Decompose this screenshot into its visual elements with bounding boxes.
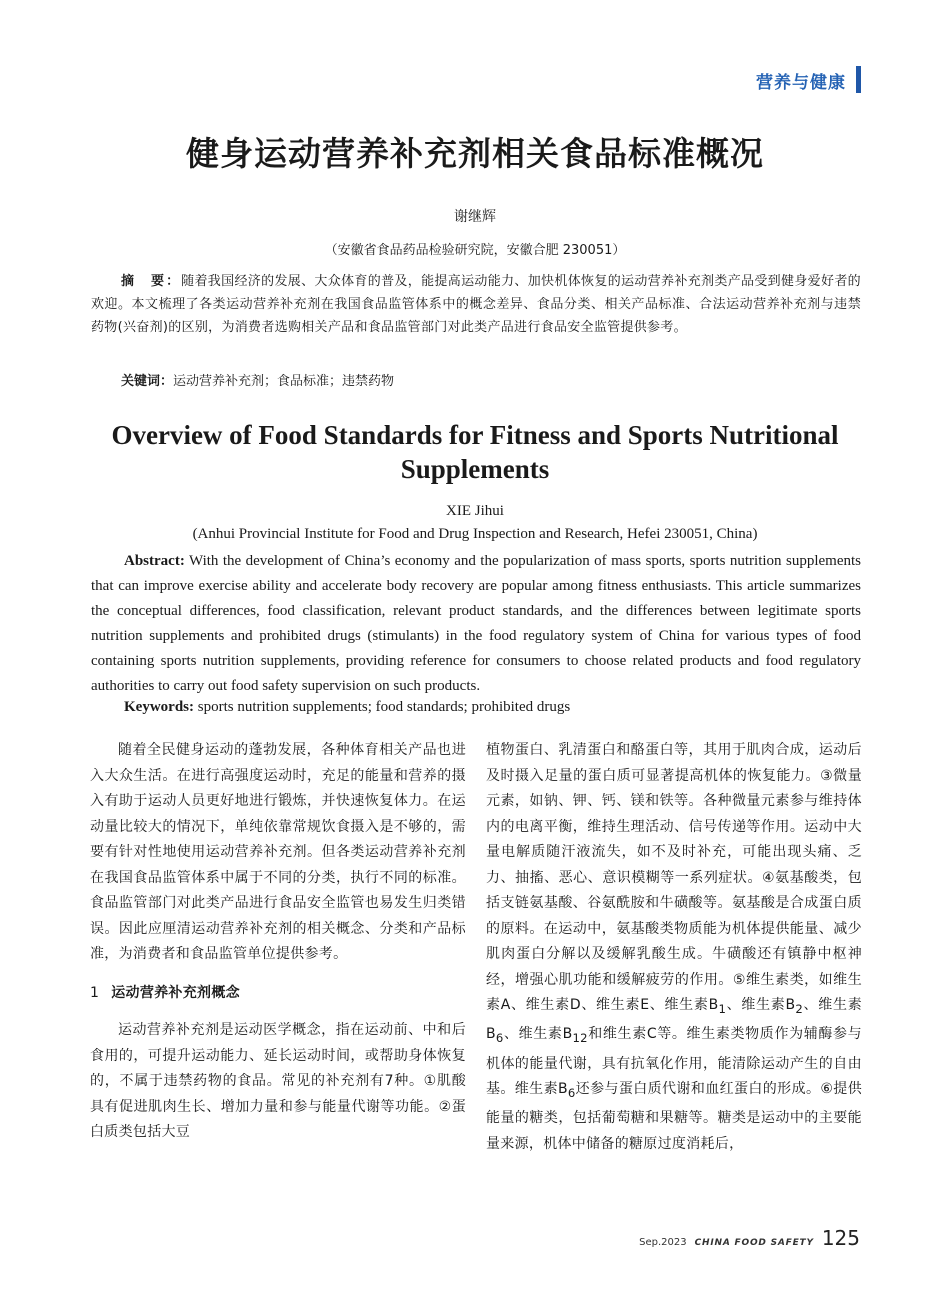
keywords-english bbox=[124, 699, 570, 716]
keywords-chinese-text: 运动营养补充剂；食品标准；违禁药物 bbox=[173, 374, 395, 389]
section-tag-bar bbox=[856, 66, 861, 93]
text-run: 、维生素B bbox=[726, 997, 796, 1013]
footer-date: Sep.2023 bbox=[639, 1237, 687, 1248]
abstract-english-label: Abstract: bbox=[124, 553, 185, 569]
keywords-chinese-label: 关键词： bbox=[121, 374, 174, 389]
abstract-chinese-text: 随着我国经济的发展、大众体育的普及，能提高运动能力、加快机体恢复的运动营养补充剂类产品受到健身爱好者的欢迎。本文梳理了各类运动营养补充剂在我国食品监管体系中的概念差异、食品分类、相关产品标准、合法运动营养补充剂与违禁药物(兴奋剂)的区别，为消费者选购相关产品和食品监管部门对此类产品进行食品安全监管提供参考。 bbox=[91, 274, 861, 335]
affiliation-chinese: （安徽省食品药品检验研究院，安徽合肥 230051） bbox=[324, 243, 626, 258]
body-column-right bbox=[486, 738, 862, 1157]
keywords-english-text: sports nutrition supplements; food standards; prohibited drugs bbox=[194, 699, 571, 715]
body-column-left bbox=[90, 738, 466, 1146]
section-1-title: 运动营养补充剂概念 bbox=[111, 984, 240, 1001]
footer-journal-name: CHINA FOOD SAFETY bbox=[694, 1238, 814, 1248]
text-run: 还参与蛋白质代谢和血红蛋白的形成。⑥提供能量的糖类，包括葡萄糖和果糖等。糖类是运动中的主要能量来源，机体中储备的糖原过度消耗后， bbox=[486, 1081, 862, 1152]
text-run: 、维生素B bbox=[503, 1026, 573, 1043]
abstract-chinese bbox=[91, 270, 861, 339]
section-1-paragraph-continued bbox=[486, 738, 862, 1157]
abstract-chinese-label: 摘 要： bbox=[121, 274, 182, 289]
section-1-paragraph: 运动营养补充剂是运动医学概念，指在运动前、中和后食用的，可提升运动能力、延长运动时间，或帮助身体恢复的，不属于违禁药物的食品。常见的补充剂有7种。①肌酸具有促进肌肉生长、增加力量和参与能量代谢等功能。②蛋白质类包括大豆 bbox=[90, 1022, 466, 1140]
section-1-number: 1 bbox=[90, 984, 100, 1001]
author-chinese: 谢继辉 bbox=[454, 209, 496, 225]
author-english: XIE Jihui bbox=[446, 503, 504, 519]
subscript: 2 bbox=[795, 1001, 804, 1016]
page-number: 125 bbox=[821, 1226, 860, 1250]
subscript: 6 bbox=[567, 1085, 576, 1100]
subscript: 1 bbox=[718, 1001, 727, 1016]
abstract-english-text: With the development of China’s economy and the popularization of mass sports, sports nutrition supplements that can improve exercise ability and accelerate body recovery are popular among fitness enthusiasts. This article summarizes the conceptual differences, food classification, relevant product standards, and the differences between legitimate sports nutrition supplements and prohibited drugs (stimulants) in the food regulatory system of China for various types of food containing sports nutrition supplements, providing reference for consumers to choose related products and food regulatory authorities to carry out food safety supervision on such products. bbox=[91, 553, 861, 694]
section-tag: 营养与健康 bbox=[756, 73, 846, 93]
intro-paragraph: 随着全民健身运动的蓬勃发展，各种体育相关产品也进入大众生活。在进行高强度运动时，充足的能量和营养的摄入有助于运动人员更好地进行锻炼，并快速恢复体力。在运动量比较大的情况下，单纯依靠常规饮食摄入是不够的，需要有针对性地使用运动营养补充剂。但各类运动营养补充剂在我国食品监管体系中属于不同的分类，执行不同的标准。食品监管部门对此类产品进行食品安全监管也易发生归类错误。因此应厘清运动营养补充剂的相关概念、分类和产品标准，为消费者和食品监管单位提供参考。 bbox=[90, 742, 466, 962]
title-english: Overview of Food Standards for Fitness and Sports Nutritional Supplements bbox=[111, 420, 839, 484]
keywords-english-label: Keywords: bbox=[124, 699, 194, 715]
affiliation-english: (Anhui Provincial Institute for Food and Drug Inspection and Research, Hefei 230051, China) bbox=[192, 526, 758, 542]
section-1-heading bbox=[90, 981, 466, 1007]
subscript: 12 bbox=[572, 1031, 588, 1046]
page-footer bbox=[639, 1226, 860, 1250]
text-run: 和维生素C等。维生素类物质作为辅酶参与机体的能量代谢，具有抗氧化作用，能清除运动产生的自由基。维生素B bbox=[486, 1026, 862, 1098]
keywords-chinese bbox=[121, 370, 394, 389]
title-chinese: 健身运动营养补充剂相关食品标准概况 bbox=[186, 134, 764, 173]
text-run: 植物蛋白、乳清蛋白和酪蛋白等，其用于肌肉合成，运动后及时摄入足量的蛋白质可显著提高机体的恢复能力。③微量元素，如钠、钾、钙、镁和铁等。各种微量元素参与维持体内的电离平衡，维持生理活动、信号传递等作用。运动中大量电解质随汗液流失，如不及时补充，可能出现头痛、乏力、抽搐、恶心、意识模糊等一系列症状。④氨基酸类，包括支链氨基酸、谷氨酰胺和牛磺酸等。氨基酸是合成蛋白质的原料。在运动中，氨基酸类物质能为机体提供能量、减少肌肉蛋白分解以及缓解乳酸生成。牛磺酸还有镇静中枢神经，增强心肌功能和缓解疲劳的作用。⑤维生素类，如维生素A、维生素D、维生素E、维生素B bbox=[486, 742, 862, 1013]
text-run: 、维生素B bbox=[486, 997, 862, 1043]
subscript: 6 bbox=[495, 1031, 504, 1046]
abstract-english bbox=[91, 549, 861, 699]
